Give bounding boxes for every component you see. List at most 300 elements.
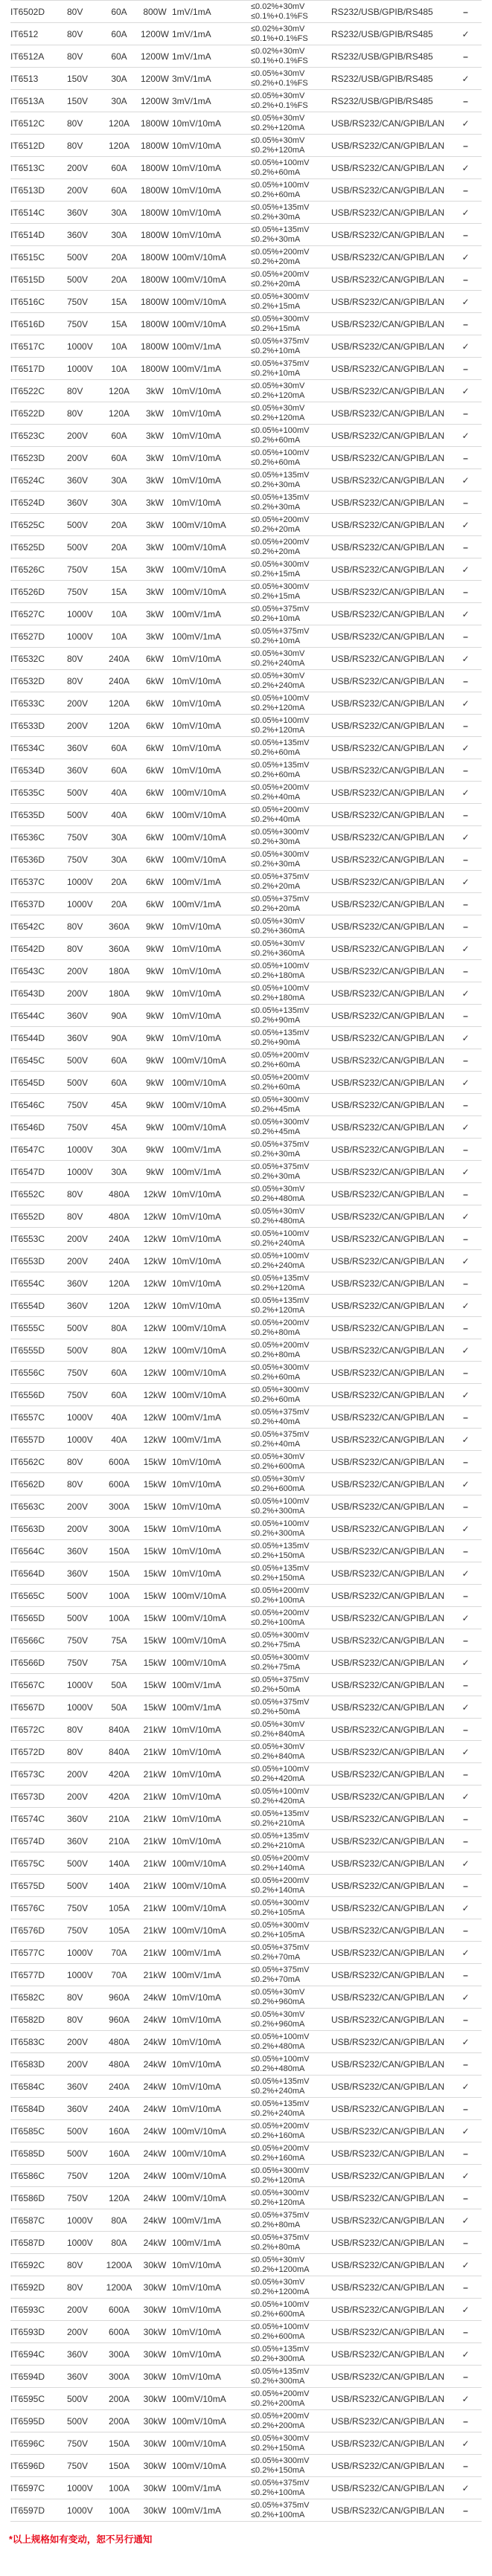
current-accuracy: ≤0.2%+140mA — [251, 1863, 305, 1873]
voltage-accuracy: ≤0.05%+30mV — [251, 1742, 305, 1751]
model-cell: IT6502D — [10, 1, 67, 23]
model-cell: IT6535D — [10, 804, 67, 826]
resolution-cell: 100mV/10mA — [172, 2388, 251, 2410]
check-icon: ✓ — [450, 982, 482, 1005]
voltage-cell: 80V — [67, 1451, 100, 1473]
power-cell: 15kW — [138, 1473, 172, 1495]
current-cell: 840A — [100, 1741, 138, 1763]
dash-icon: – — [450, 358, 482, 380]
voltage-accuracy: ≤0.05%+100mV — [251, 2322, 310, 2331]
model-cell: IT6587D — [10, 2232, 67, 2254]
model-cell: IT6565C — [10, 1585, 67, 1607]
voltage-accuracy: ≤0.05%+135mV — [251, 470, 310, 480]
current-accuracy: ≤0.2%+840mA — [251, 1729, 305, 1739]
model-cell: IT6592C — [10, 2254, 67, 2276]
voltage-accuracy: ≤0.05%+100mV — [251, 448, 310, 457]
accuracy-cell — [251, 135, 331, 157]
accuracy-cell — [251, 1339, 331, 1362]
table-row — [10, 1808, 482, 1830]
model-cell: IT6512A — [10, 45, 67, 68]
resolution-cell: 10mV/10mA — [172, 1562, 251, 1585]
voltage-accuracy: ≤0.05%+135mV — [251, 225, 310, 234]
dash-icon: – — [450, 1495, 482, 1518]
accuracy-cell — [251, 1228, 331, 1250]
resolution-cell: 10mV/10mA — [172, 1495, 251, 1518]
accuracy-cell — [251, 1362, 331, 1384]
power-cell: 15kW — [138, 1607, 172, 1629]
dash-icon: – — [450, 45, 482, 68]
accuracy-cell — [251, 425, 331, 447]
current-cell: 60A — [100, 1362, 138, 1384]
voltage-accuracy: ≤0.05%+375mV — [251, 1429, 310, 1439]
current-cell: 600A — [100, 1451, 138, 1473]
voltage-cell: 360V — [67, 492, 100, 514]
current-accuracy: ≤0.2%+150mA — [251, 2443, 305, 2453]
power-cell: 6kW — [138, 737, 172, 759]
interfaces-cell: USB/RS232/CAN/GPIB/LAN — [331, 2232, 450, 2254]
interfaces-cell: USB/RS232/CAN/GPIB/LAN — [331, 1072, 450, 1094]
voltage-cell: 80V — [67, 648, 100, 670]
resolution-cell: 100mV/10mA — [172, 1049, 251, 1072]
resolution-cell: 10mV/10mA — [172, 1451, 251, 1473]
accuracy-cell — [251, 202, 331, 224]
voltage-cell: 1000V — [67, 1429, 100, 1451]
accuracy-cell — [251, 2187, 331, 2209]
accuracy-cell — [251, 1674, 331, 1696]
current-cell: 240A — [100, 1250, 138, 1272]
check-icon: ✓ — [450, 2477, 482, 2499]
accuracy-cell — [251, 1652, 331, 1674]
interfaces-cell: USB/RS232/CAN/GPIB/LAN — [331, 536, 450, 558]
interfaces-cell: USB/RS232/CAN/GPIB/LAN — [331, 2120, 450, 2142]
table-row — [10, 2142, 482, 2165]
interfaces-cell: USB/RS232/CAN/GPIB/LAN — [331, 1808, 450, 1830]
dash-icon: – — [450, 893, 482, 915]
accuracy-cell — [251, 1139, 331, 1161]
current-cell: 60A — [100, 759, 138, 782]
interfaces-cell: RS232/USB/GPIB/RS485 — [331, 68, 450, 90]
dash-icon: – — [450, 2410, 482, 2432]
current-accuracy: ≤0.2%+120mA — [251, 2197, 305, 2207]
current-cell: 120A — [100, 715, 138, 737]
voltage-cell: 750V — [67, 849, 100, 871]
resolution-cell: 100mV/10mA — [172, 2410, 251, 2432]
model-cell: IT6537C — [10, 871, 67, 893]
accuracy-cell — [251, 670, 331, 692]
accuracy-cell — [251, 871, 331, 893]
voltage-accuracy: ≤0.05%+375mV — [251, 604, 310, 614]
current-accuracy: ≤0.2%+30mA — [251, 1149, 301, 1159]
table-row — [10, 1250, 482, 1272]
voltage-cell: 500V — [67, 782, 100, 804]
power-cell: 1800W — [138, 112, 172, 135]
table-row — [10, 1384, 482, 1406]
voltage-accuracy: ≤0.05%+100mV — [251, 425, 310, 435]
current-cell: 90A — [100, 1027, 138, 1049]
accuracy-cell — [251, 1005, 331, 1027]
table-row — [10, 625, 482, 648]
check-icon: ✓ — [450, 380, 482, 402]
voltage-accuracy: ≤0.05%+300mV — [251, 582, 310, 591]
voltage-accuracy: ≤0.05%+100mV — [251, 983, 310, 993]
resolution-cell: 10mV/10mA — [172, 1205, 251, 1228]
dash-icon: – — [450, 1919, 482, 1942]
power-cell: 9kW — [138, 1116, 172, 1139]
voltage-cell: 360V — [67, 759, 100, 782]
resolution-cell: 100mV/10mA — [172, 1362, 251, 1384]
model-cell: IT6583D — [10, 2053, 67, 2076]
voltage-accuracy: ≤0.05%+300mV — [251, 2433, 310, 2443]
check-icon: ✓ — [450, 2388, 482, 2410]
voltage-cell: 80V — [67, 1741, 100, 1763]
current-cell: 60A — [100, 1, 138, 23]
resolution-cell: 10mV/10mA — [172, 759, 251, 782]
power-cell: 3kW — [138, 536, 172, 558]
voltage-cell: 200V — [67, 982, 100, 1005]
resolution-cell: 10mV/10mA — [172, 1228, 251, 1250]
current-cell: 480A — [100, 2053, 138, 2076]
power-cell: 1800W — [138, 202, 172, 224]
power-cell: 9kW — [138, 960, 172, 982]
current-accuracy: ≤0.2%+60mA — [251, 770, 301, 779]
model-cell: IT6526D — [10, 581, 67, 603]
power-cell: 24kW — [138, 2076, 172, 2098]
accuracy-cell — [251, 469, 331, 492]
models-spec-table — [10, 0, 482, 2522]
resolution-cell: 100mV/1mA — [172, 1674, 251, 1696]
current-cell: 420A — [100, 1786, 138, 1808]
power-cell: 6kW — [138, 759, 172, 782]
power-cell: 9kW — [138, 915, 172, 938]
resolution-cell: 10mV/10mA — [172, 112, 251, 135]
model-cell: IT6572D — [10, 1741, 67, 1763]
voltage-cell: 360V — [67, 202, 100, 224]
model-cell: IT6585C — [10, 2120, 67, 2142]
interfaces-cell: USB/RS232/CAN/GPIB/LAN — [331, 1518, 450, 1540]
dash-icon: – — [450, 2499, 482, 2522]
voltage-accuracy: ≤0.05%+375mV — [251, 872, 310, 881]
check-icon: ✓ — [450, 1986, 482, 2009]
voltage-cell: 200V — [67, 1786, 100, 1808]
voltage-accuracy: ≤0.05%+135mV — [251, 1005, 310, 1015]
model-cell: IT6545C — [10, 1049, 67, 1072]
current-cell: 100A — [100, 2499, 138, 2522]
model-cell: IT6592D — [10, 2276, 67, 2299]
power-cell: 15kW — [138, 1629, 172, 1652]
interfaces-cell: USB/RS232/CAN/GPIB/LAN — [331, 224, 450, 246]
model-cell: IT6566C — [10, 1629, 67, 1652]
current-cell: 840A — [100, 1719, 138, 1741]
interfaces-cell: USB/RS232/CAN/GPIB/LAN — [331, 157, 450, 179]
current-accuracy: ≤0.2%+40mA — [251, 814, 301, 824]
voltage-cell: 200V — [67, 425, 100, 447]
table-row — [10, 1786, 482, 1808]
voltage-cell: 360V — [67, 2343, 100, 2366]
resolution-cell: 100mV/10mA — [172, 268, 251, 291]
current-accuracy: ≤0.2%+420mA — [251, 1774, 305, 1783]
voltage-accuracy: ≤0.05%+375mV — [251, 2478, 310, 2488]
table-row — [10, 670, 482, 692]
voltage-cell: 360V — [67, 1830, 100, 1852]
dash-icon: – — [450, 849, 482, 871]
accuracy-cell — [251, 1183, 331, 1205]
resolution-cell: 10mV/10mA — [172, 2098, 251, 2120]
accuracy-cell — [251, 45, 331, 68]
power-cell: 1800W — [138, 135, 172, 157]
interfaces-cell: USB/RS232/CAN/GPIB/LAN — [331, 782, 450, 804]
model-cell: IT6553C — [10, 1228, 67, 1250]
check-icon: ✓ — [450, 1518, 482, 1540]
footnote: *以上规格如有变动，恕不另行通知 — [9, 2534, 153, 2545]
current-cell: 150A — [100, 1562, 138, 1585]
power-cell: 12kW — [138, 1205, 172, 1228]
current-cell: 160A — [100, 2142, 138, 2165]
power-cell: 1800W — [138, 268, 172, 291]
model-cell: IT6596C — [10, 2432, 67, 2455]
resolution-cell: 100mV/10mA — [172, 804, 251, 826]
voltage-accuracy: ≤0.05%+300mV — [251, 1117, 310, 1127]
accuracy-cell — [251, 2321, 331, 2343]
current-accuracy: ≤0.2%+50mA — [251, 1684, 301, 1694]
interfaces-cell: USB/RS232/CAN/GPIB/LAN — [331, 514, 450, 536]
current-cell: 60A — [100, 737, 138, 759]
power-cell: 15kW — [138, 1652, 172, 1674]
current-cell: 20A — [100, 871, 138, 893]
power-cell: 9kW — [138, 1049, 172, 1072]
check-icon: ✓ — [450, 1942, 482, 1964]
model-cell: IT6556C — [10, 1362, 67, 1384]
interfaces-cell: USB/RS232/CAN/GPIB/LAN — [331, 425, 450, 447]
check-icon: ✓ — [450, 1852, 482, 1875]
interfaces-cell: USB/RS232/CAN/GPIB/LAN — [331, 581, 450, 603]
table-row — [10, 335, 482, 358]
accuracy-cell — [251, 960, 331, 982]
accuracy-cell — [251, 1317, 331, 1339]
current-cell: 20A — [100, 514, 138, 536]
voltage-accuracy: ≤0.05%+200mV — [251, 1853, 310, 1863]
current-accuracy: ≤0.2%+60mA — [251, 457, 301, 467]
table-row — [10, 692, 482, 715]
accuracy-cell — [251, 68, 331, 90]
check-icon: ✓ — [450, 558, 482, 581]
model-cell: IT6595D — [10, 2410, 67, 2432]
voltage-accuracy: ≤0.05%+200mV — [251, 2411, 310, 2421]
interfaces-cell: USB/RS232/CAN/GPIB/LAN — [331, 670, 450, 692]
dash-icon: – — [450, 581, 482, 603]
resolution-cell: 100mV/1mA — [172, 1942, 251, 1964]
current-accuracy: ≤0.2%+120mA — [251, 145, 305, 155]
interfaces-cell: USB/RS232/CAN/GPIB/LAN — [331, 1585, 450, 1607]
voltage-cell: 360V — [67, 2098, 100, 2120]
voltage-accuracy: ≤0.05%+200mV — [251, 2121, 310, 2131]
current-accuracy: ≤0.2%+20mA — [251, 257, 301, 266]
accuracy-cell — [251, 849, 331, 871]
model-cell: IT6546D — [10, 1116, 67, 1139]
current-accuracy: ≤0.2%+150mA — [251, 2465, 305, 2475]
voltage-accuracy: ≤0.05%+200mV — [251, 247, 310, 257]
check-icon: ✓ — [450, 871, 482, 893]
accuracy-cell — [251, 1072, 331, 1094]
power-cell: 1200W — [138, 90, 172, 112]
voltage-accuracy: ≤0.05%+30mV — [251, 1719, 305, 1729]
voltage-accuracy: ≤0.05%+100mV — [251, 158, 310, 167]
model-cell: IT6582D — [10, 2009, 67, 2031]
power-cell: 12kW — [138, 1228, 172, 1250]
table-row — [10, 603, 482, 625]
voltage-cell: 1000V — [67, 1161, 100, 1183]
power-cell: 1800W — [138, 179, 172, 202]
resolution-cell: 10mV/10mA — [172, 402, 251, 425]
model-cell: IT6564C — [10, 1540, 67, 1562]
voltage-accuracy: ≤0.05%+30mV — [251, 1452, 305, 1461]
dash-icon: – — [450, 1, 482, 23]
voltage-accuracy: ≤0.05%+200mV — [251, 782, 310, 792]
current-accuracy: ≤0.2%+50mA — [251, 1707, 301, 1716]
current-cell: 1200A — [100, 2254, 138, 2276]
resolution-cell: 100mV/1mA — [172, 1161, 251, 1183]
model-cell: IT6512 — [10, 23, 67, 45]
power-cell: 3kW — [138, 492, 172, 514]
resolution-cell: 100mV/10mA — [172, 782, 251, 804]
dash-icon: – — [450, 2321, 482, 2343]
table-row — [10, 2254, 482, 2276]
check-icon: ✓ — [450, 1696, 482, 1719]
table-row — [10, 2187, 482, 2209]
voltage-cell: 80V — [67, 938, 100, 960]
power-cell: 30kW — [138, 2366, 172, 2388]
current-accuracy: ≤0.2%+300mA — [251, 2376, 305, 2386]
model-cell: IT6575C — [10, 1852, 67, 1875]
check-icon: ✓ — [450, 603, 482, 625]
current-cell: 300A — [100, 2343, 138, 2366]
current-cell: 80A — [100, 1317, 138, 1339]
current-accuracy: ≤0.2%+10mA — [251, 636, 301, 645]
table-row — [10, 1629, 482, 1652]
resolution-cell: 10mV/10mA — [172, 692, 251, 715]
current-accuracy: ≤0.2%+120mA — [251, 123, 305, 132]
voltage-cell: 360V — [67, 224, 100, 246]
model-cell: IT6584D — [10, 2098, 67, 2120]
accuracy-cell — [251, 335, 331, 358]
dash-icon: – — [450, 1362, 482, 1384]
power-cell: 1200W — [138, 45, 172, 68]
check-icon: ✓ — [450, 1741, 482, 1763]
power-cell: 6kW — [138, 893, 172, 915]
model-cell: IT6533D — [10, 715, 67, 737]
model-cell: IT6554D — [10, 1295, 67, 1317]
accuracy-cell — [251, 1919, 331, 1942]
power-cell: 24kW — [138, 2232, 172, 2254]
resolution-cell: 10mV/10mA — [172, 1763, 251, 1786]
voltage-accuracy: ≤0.05%+300mV — [251, 1362, 310, 1372]
current-cell: 120A — [100, 380, 138, 402]
table-row — [10, 492, 482, 514]
current-accuracy: ≤0.2%+600mA — [251, 2331, 305, 2341]
table-row — [10, 45, 482, 68]
check-icon: ✓ — [450, 737, 482, 759]
table-row — [10, 1228, 482, 1250]
table-row — [10, 826, 482, 849]
accuracy-cell — [251, 759, 331, 782]
interfaces-cell: USB/RS232/CAN/GPIB/LAN — [331, 2254, 450, 2276]
voltage-cell: 750V — [67, 826, 100, 849]
accuracy-cell — [251, 1384, 331, 1406]
voltage-cell: 80V — [67, 380, 100, 402]
current-accuracy: ≤0.1%+0.1%FS — [251, 33, 308, 43]
current-cell: 60A — [100, 1384, 138, 1406]
current-accuracy: ≤0.2%+10mA — [251, 614, 301, 623]
table-row — [10, 90, 482, 112]
current-accuracy: ≤0.2%+30mA — [251, 1171, 301, 1181]
voltage-cell: 750V — [67, 1919, 100, 1942]
model-cell: IT6557D — [10, 1429, 67, 1451]
voltage-accuracy: ≤0.05%+300mV — [251, 559, 310, 569]
interfaces-cell: USB/RS232/CAN/GPIB/LAN — [331, 335, 450, 358]
power-cell: 12kW — [138, 1429, 172, 1451]
voltage-cell: 200V — [67, 447, 100, 469]
dash-icon: – — [450, 2098, 482, 2120]
current-accuracy: ≤0.1%+0.1%FS — [251, 56, 308, 65]
resolution-cell: 10mV/10mA — [172, 224, 251, 246]
resolution-cell: 10mV/10mA — [172, 2276, 251, 2299]
table-row — [10, 1183, 482, 1205]
accuracy-cell — [251, 1116, 331, 1139]
voltage-accuracy: ≤0.05%+375mV — [251, 894, 310, 904]
model-cell: IT6566D — [10, 1652, 67, 1674]
resolution-cell: 10mV/10mA — [172, 715, 251, 737]
voltage-accuracy: ≤0.05%+100mV — [251, 1519, 310, 1528]
interfaces-cell: USB/RS232/CAN/GPIB/LAN — [331, 1362, 450, 1384]
voltage-cell: 200V — [67, 2031, 100, 2053]
current-accuracy: ≤0.2%+20mA — [251, 547, 301, 556]
model-cell: IT6583C — [10, 2031, 67, 2053]
interfaces-cell: USB/RS232/CAN/GPIB/LAN — [331, 2009, 450, 2031]
check-icon: ✓ — [450, 23, 482, 45]
current-accuracy: ≤0.2%+90mA — [251, 1037, 301, 1047]
voltage-accuracy: ≤0.05%+200mV — [251, 1072, 310, 1082]
resolution-cell: 100mV/10mA — [172, 1116, 251, 1139]
current-accuracy: ≤0.2%+0.1%FS — [251, 78, 308, 88]
voltage-cell: 360V — [67, 1295, 100, 1317]
current-cell: 30A — [100, 469, 138, 492]
current-accuracy: ≤0.2%+70mA — [251, 1952, 301, 1962]
voltage-cell: 750V — [67, 2187, 100, 2209]
current-cell: 75A — [100, 1629, 138, 1652]
model-cell: IT6532D — [10, 670, 67, 692]
current-cell: 10A — [100, 358, 138, 380]
voltage-accuracy: ≤0.05%+100mV — [251, 1786, 310, 1796]
interfaces-cell: USB/RS232/CAN/GPIB/LAN — [331, 915, 450, 938]
table-row — [10, 2321, 482, 2343]
resolution-cell: 10mV/10mA — [172, 1830, 251, 1852]
current-accuracy: ≤0.2%+160mA — [251, 2153, 305, 2163]
table-row — [10, 915, 482, 938]
current-cell: 360A — [100, 938, 138, 960]
model-cell: IT6594C — [10, 2343, 67, 2366]
current-cell: 100A — [100, 1607, 138, 1629]
table-row — [10, 514, 482, 536]
interfaces-cell: USB/RS232/CAN/GPIB/LAN — [331, 1986, 450, 2009]
power-cell: 21kW — [138, 1741, 172, 1763]
accuracy-cell — [251, 2031, 331, 2053]
model-cell: IT6567D — [10, 1696, 67, 1719]
accuracy-cell — [251, 1942, 331, 1964]
current-cell: 120A — [100, 2165, 138, 2187]
resolution-cell: 100mV/10mA — [172, 1072, 251, 1094]
accuracy-cell — [251, 2009, 331, 2031]
table-row — [10, 246, 482, 268]
current-accuracy: ≤0.2%+60mA — [251, 1060, 301, 1069]
